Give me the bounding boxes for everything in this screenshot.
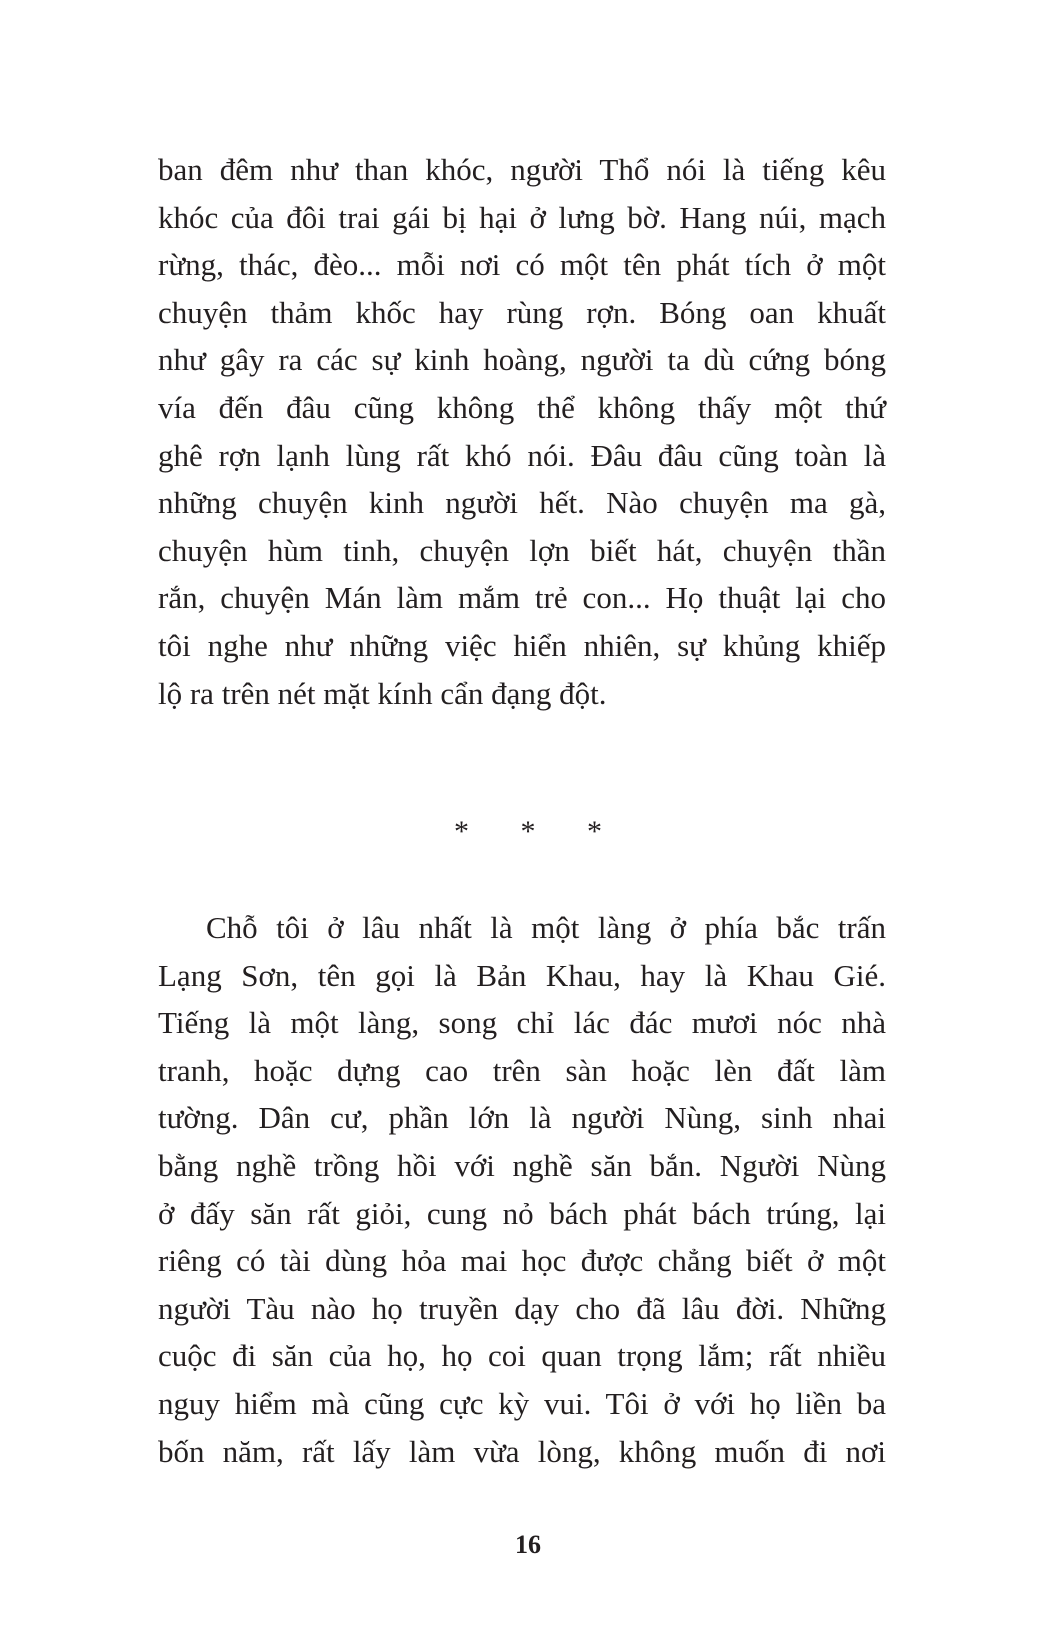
- paragraph-2: [158, 904, 886, 1475]
- text-line: tôi nghe như những việc hiển nhiên, sự khủng khiếp: [158, 627, 886, 663]
- text-line: như gây ra các sự kinh hoàng, người ta dù cứng bóng: [158, 342, 886, 378]
- text-line: ở đấy săn rất giỏi, cung nỏ bách phát bách trúng, lại: [158, 1195, 886, 1231]
- text-line: Chỗ tôi ở lâu nhất là một làng ở phía bắc trấn: [206, 910, 886, 945]
- text-line: Lạng Sơn, tên gọi là Bản Khau, hay là Khau Gié.: [158, 957, 886, 993]
- text-line: Tiếng là một làng, song chỉ lác đác mươi nóc nhà: [158, 1005, 886, 1041]
- page-number: 16: [515, 1530, 541, 1559]
- text-line: rắn, chuyện Mán làm mắm trẻ con... Họ thuật lại cho: [158, 580, 886, 616]
- text-line: tường. Dân cư, phần lớn là người Nùng, sinh nhai: [158, 1100, 886, 1136]
- paragraph-1: [158, 146, 886, 717]
- text-line: rừng, thác, đèo... mỗi nơi có một tên phát tích ở một: [158, 247, 886, 283]
- text-line: bằng nghề trồng hồi với nghề săn bắn. Người Nùng: [158, 1147, 886, 1183]
- text-line: ghê rợn lạnh lùng rất khó nói. Đâu đâu cũng toàn là: [158, 437, 886, 473]
- text-line: chuyện hùm tinh, chuyện lợn biết hát, chuyện thần: [158, 532, 886, 568]
- text-line: nguy hiểm mà cũng cực kỳ vui. Tôi ở với họ liền ba: [158, 1385, 886, 1421]
- text-line: bốn năm, rất lấy làm vừa lòng, không muốn đi nơi: [158, 1433, 886, 1469]
- text-line: ban đêm như than khóc, người Thổ nói là tiếng kêu: [158, 152, 886, 187]
- text-line: những chuyện kinh người hết. Nào chuyện ma gà,: [158, 485, 886, 521]
- text-line: khóc của đôi trai gái bị hại ở lưng bờ. Hang núi, mạch: [158, 199, 886, 235]
- text-line: vía đến đâu cũng không thể không thấy một thứ: [158, 389, 886, 425]
- text-line: tranh, hoặc dựng cao trên sàn hoặc lèn đất làm: [158, 1052, 886, 1088]
- text-line: riêng có tài dùng hỏa mai học được chẳng biết ở một: [158, 1243, 886, 1279]
- text-line: lộ ra trên nét mặt kính cẩn đạng đột.: [158, 675, 607, 711]
- section-separator: * * *: [454, 815, 624, 848]
- text-line: cuộc đi săn của họ, họ coi quan trọng lắm; rất nhiều: [158, 1338, 886, 1374]
- text-line: người Tàu nào họ truyền dạy cho đã lâu đời. Những: [158, 1290, 886, 1326]
- text-line: chuyện thảm khốc hay rùng rợn. Bóng oan khuất: [158, 294, 886, 330]
